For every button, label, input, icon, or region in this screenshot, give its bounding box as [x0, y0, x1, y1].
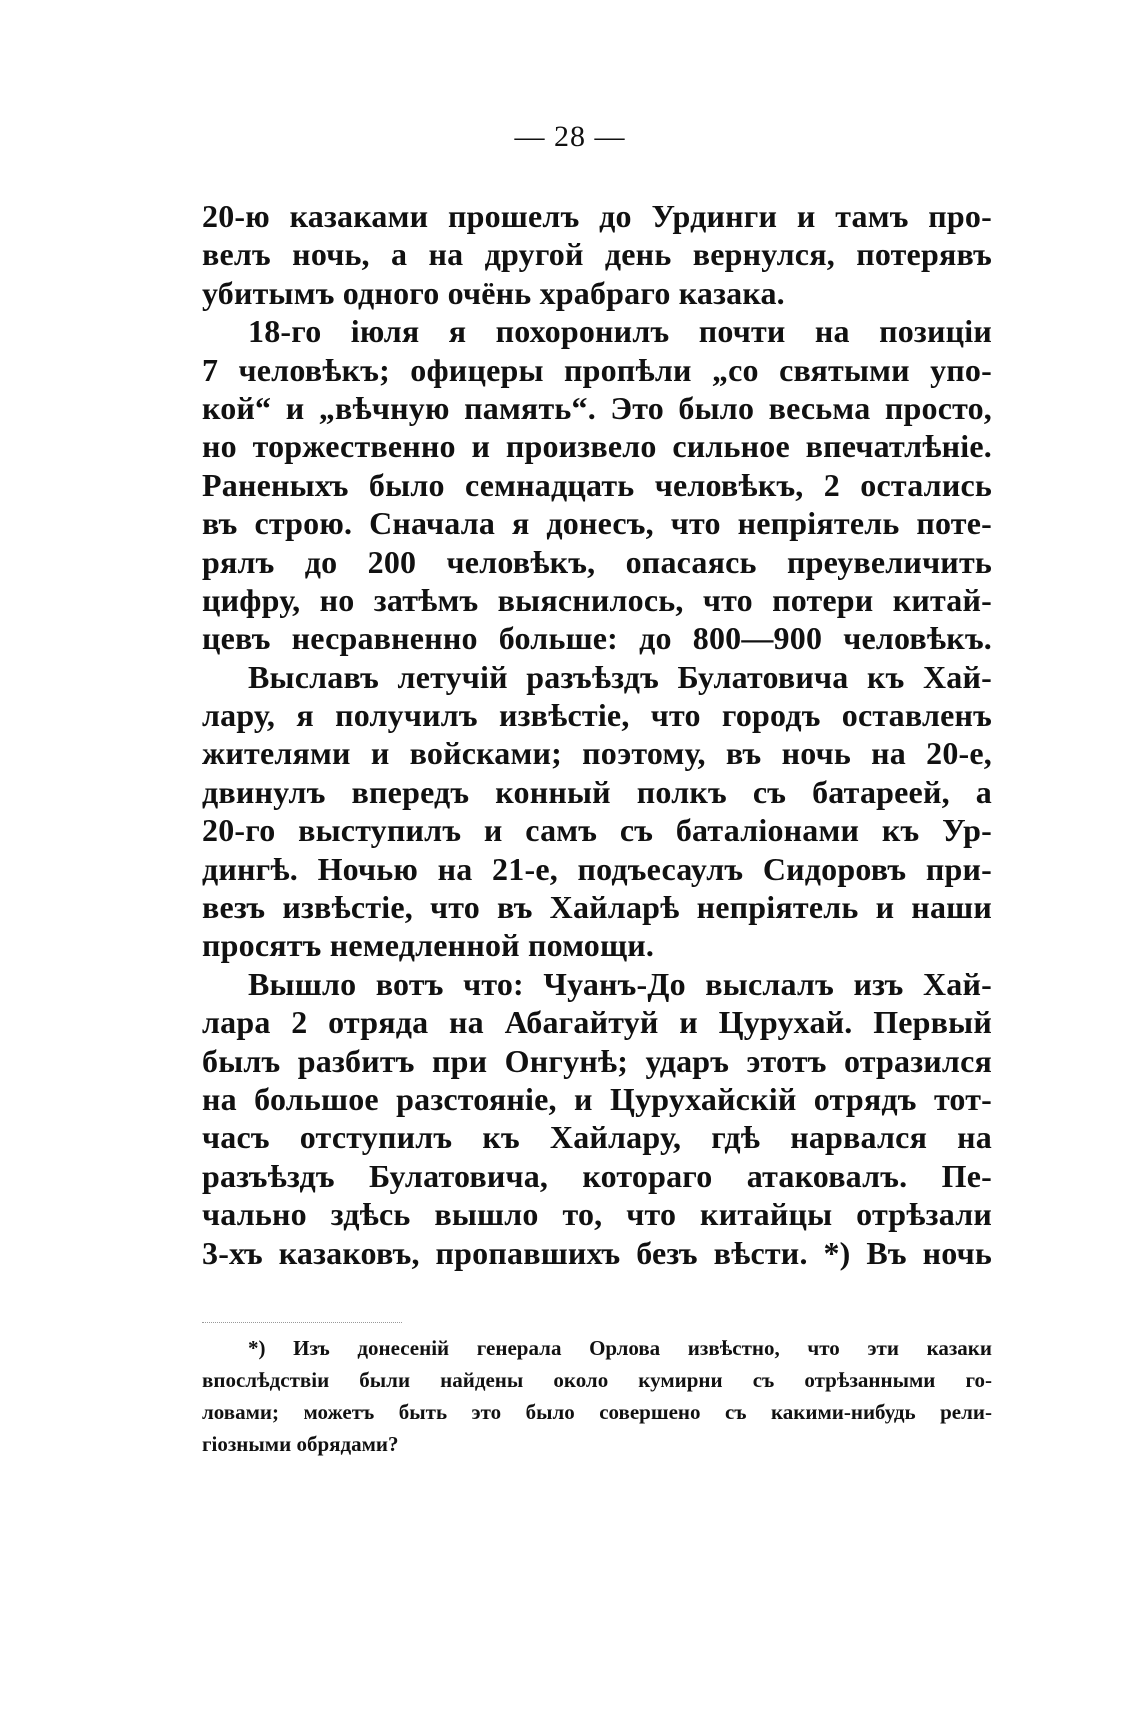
text-line: но торжественно и произвело сильное впечатлѣніе. [202, 428, 992, 465]
text-line: двинулъ впередъ конный полкъ съ батареей, а [202, 773, 992, 810]
text-line: 20-ю казаками прошелъ до Урдинги и тамъ про- [202, 198, 992, 234]
page-number: — 28 — [514, 120, 626, 153]
text-line: дингѣ. Ночью на 21-е, подъесаулъ Сидоровъ при- [202, 850, 992, 887]
text-line: кой“ и „вѣчную память“. Это было весьма просто, [202, 389, 992, 426]
footnote-line: ловами; можетъ быть это было совершено съ какими-нибудь рели- [202, 1400, 992, 1424]
text-line: лару, я получилъ извѣстіе, что городъ оставленъ [202, 697, 992, 734]
text-line: убитымъ одного очёнь храбраго казака. [202, 274, 785, 311]
text-line: разъѣздъ Булатовича, котораго атаковалъ. Пе- [202, 1157, 992, 1194]
text-line: Выславъ летучій разъѣздъ Булатовича къ Хай- [248, 658, 992, 695]
footnote-line: *) Изъ донесеній генерала Орлова извѣстно, что эти казаки [248, 1336, 992, 1360]
text-line: просятъ немедленной помощи. [202, 927, 655, 964]
text-line: 18-го іюля я похоронилъ почти на позиціи [248, 313, 992, 350]
paragraph-4 [202, 965, 992, 1272]
footnote-line: впослѣдствіи были найдены около кумирни съ отрѣзанными го- [202, 1368, 992, 1392]
text-line: везъ извѣстіе, что въ Хайларѣ непріятель и наши [202, 889, 992, 926]
text-line: Раненыхъ было семнадцать человѣкъ, 2 остались [202, 466, 992, 503]
text-line: чально здѣсь вышло то, что китайцы отрѣзали [202, 1196, 992, 1233]
text-line: на большое разстояніе, и Цурухайскій отрядъ тот- [202, 1080, 992, 1117]
text-line: Вышло вотъ что: Чуанъ-До выслалъ изъ Хай- [248, 965, 992, 1002]
paragraph-3 [202, 658, 992, 965]
footnote [202, 1332, 992, 1460]
text-line: 20-го выступилъ и самъ съ баталіонами къ Ур- [202, 812, 992, 849]
text-line: 3-хъ казаковъ, пропавшихъ безъ вѣсти. *) Въ ночь [202, 1234, 992, 1271]
footnote-line: гіозными обрядами? [202, 1432, 399, 1456]
paragraph-2 [202, 312, 992, 658]
text-line: лара 2 отряда на Абагайтуй и Цурухай. Первый [202, 1004, 992, 1041]
text-line: жителями и войсками; поэтому, въ ночь на 20-е, [202, 735, 992, 772]
text-line: часъ отступилъ къ Хайлару, гдѣ нарвался на [202, 1119, 992, 1156]
footnote-divider [202, 1322, 402, 1323]
body-text [202, 197, 992, 1272]
text-line: рялъ до 200 человѣкъ, опасаясь преувеличить [202, 543, 992, 580]
text-line: велъ ночь, а на другой день вернулся, потерявъ [202, 236, 992, 273]
text-line: 7 человѣкъ; офицеры пропѣли „со святыми упо- [202, 351, 992, 388]
text-line: въ строю. Сначала я донесъ, что непріятель поте- [202, 505, 992, 542]
paragraph-1 [202, 197, 992, 312]
text-line: цевъ несравненно больше: до 800—900 человѣкъ. [202, 620, 992, 657]
text-line: былъ разбитъ при Онгунѣ; ударъ этотъ отразился [202, 1042, 992, 1079]
text-line: цифру, но затѣмъ выяснилось, что потери китай- [202, 581, 992, 618]
